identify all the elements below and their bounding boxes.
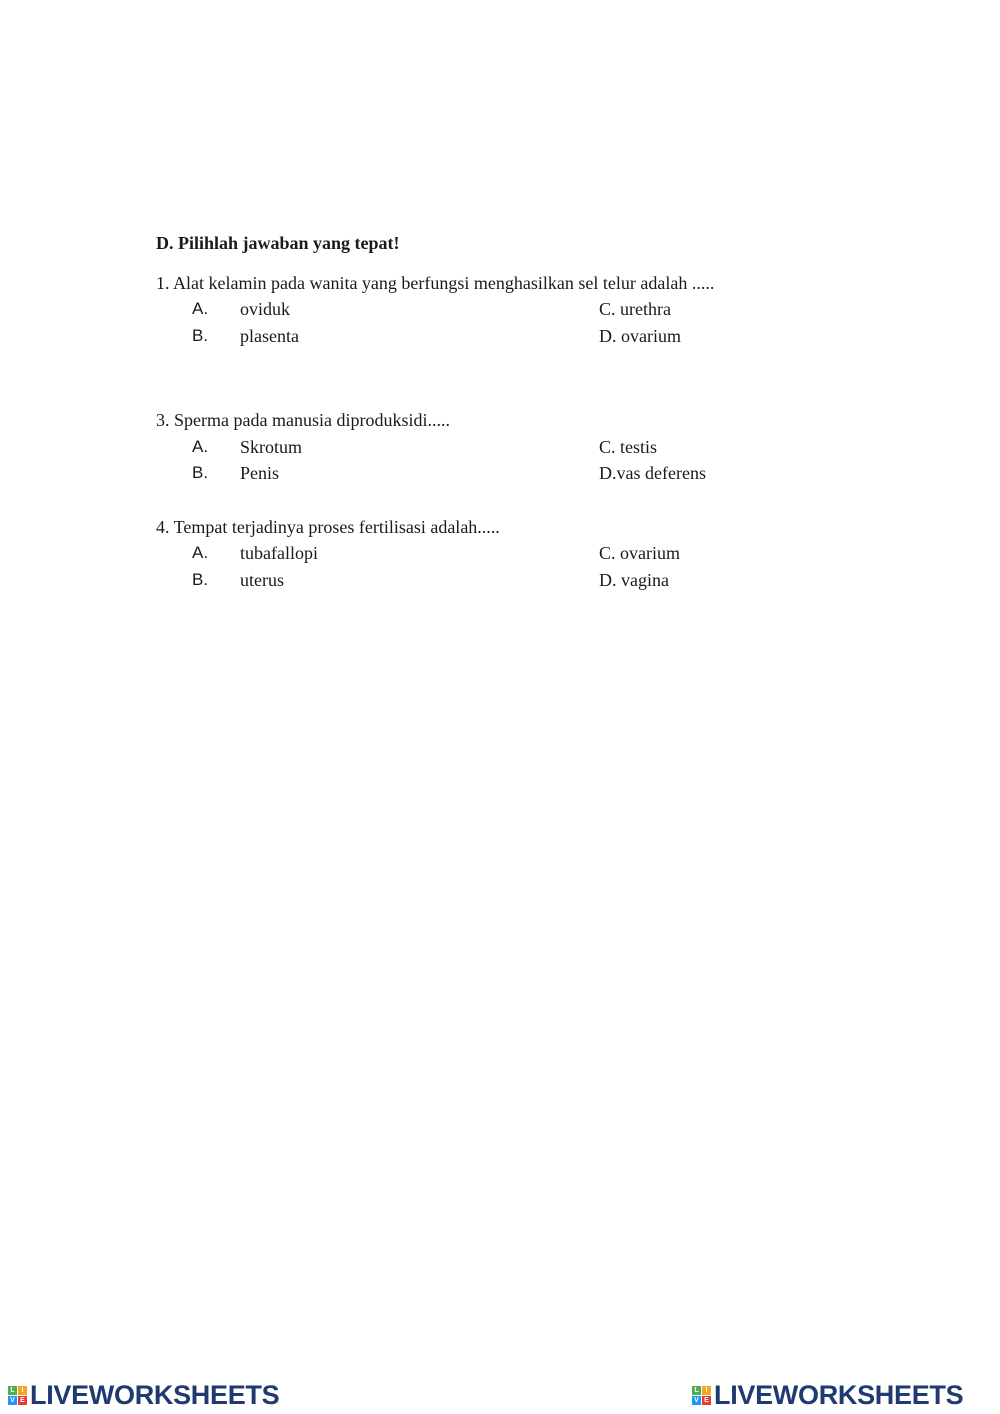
option-letter-b: B. [192,570,209,589]
liveworksheets-icon [8,1386,27,1405]
option-d[interactable]: D. vagina [599,570,669,590]
option-b[interactable]: plasenta [240,326,299,346]
page-title: D. Pilihlah jawaban yang tepat! [156,233,400,253]
liveworksheets-logo-left[interactable] [8,1381,279,1409]
option-c[interactable]: C. testis [599,437,658,457]
logo-square-e: E [702,1396,711,1405]
logo-square-v: V [8,1396,17,1405]
logo-wordmark: LIVEWORKSHEETS [714,1380,964,1410]
liveworksheets-icon [692,1386,711,1405]
logo-square-l: L [8,1386,17,1395]
option-b[interactable]: Penis [240,463,280,483]
option-letter-a: A. [192,543,209,562]
liveworksheets-logo-right[interactable] [692,1381,963,1409]
option-d[interactable]: D. ovarium [599,326,681,346]
option-d[interactable]: D.vas deferens [599,463,706,483]
logo-square-i: I [18,1386,27,1395]
option-letter-b: B. [192,326,209,345]
option-c[interactable]: C. ovarium [599,543,680,563]
question-text: 3. Sperma pada manusia diproduksidi..... [156,410,450,430]
question-text: 1. Alat kelamin pada wanita yang berfungsi menghasilkan sel telur adalah ..... [156,273,715,293]
logo-square-e: E [18,1396,27,1405]
option-b[interactable]: uterus [240,570,284,590]
option-a[interactable]: oviduk [240,299,291,319]
logo-square-l: L [692,1386,701,1395]
option-a[interactable]: Skrotum [240,437,303,457]
logo-wordmark: LIVEWORKSHEETS [30,1380,280,1410]
logo-square-i: I [702,1386,711,1395]
logo-square-v: V [692,1396,701,1405]
option-a[interactable]: tubafallopi [240,543,318,563]
option-letter-b: B. [192,463,209,482]
option-letter-a: A. [192,299,209,318]
option-c[interactable]: C. urethra [599,299,671,319]
question-text: 4. Tempat terjadinya proses fertilisasi adalah..... [156,517,500,537]
option-letter-a: A. [192,437,209,456]
